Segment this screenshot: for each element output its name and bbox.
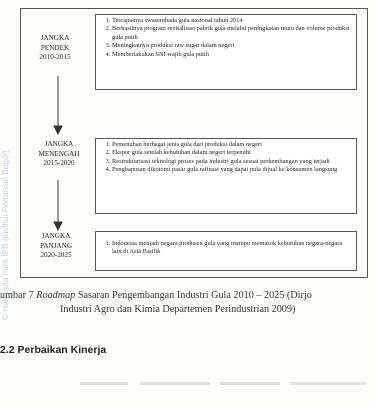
term-years: 2010-2015 bbox=[39, 53, 71, 61]
list-item: 1. Indonesia menjadi negara produsen gula yang mampu memasok kebutuhan negara-negara lain di Asia Pasifik bbox=[112, 240, 352, 257]
figure-caption bbox=[0, 289, 374, 316]
list-item: 3. Meningkatnya produksi raw sugar dalam negeri bbox=[112, 42, 352, 50]
stage-box-long bbox=[95, 231, 357, 271]
stage-box-medium bbox=[95, 138, 357, 214]
section-heading: 2.2 Perbaikan Kinerja bbox=[0, 344, 107, 356]
list-item: 1. Pemenuhan berbagai jenis gula dari produksi dalam negeri bbox=[112, 141, 352, 149]
target-list bbox=[100, 240, 352, 257]
term-title: JANGKA bbox=[40, 34, 70, 42]
list-item: 4. Memberlakukan SNI wajib gula putih bbox=[112, 51, 352, 59]
term-name: MENENGAH bbox=[38, 149, 80, 158]
list-item: 2. Berhasilnya program revitalisasi pabrik gula melalui peningkatan mutu dan volume produksi gula putih bbox=[112, 25, 352, 42]
term-title: JANGKA bbox=[41, 232, 71, 240]
list-item: 3. Restrukturisasi teknologi proses pada industri gula sesuai perkembangan yang terjadi bbox=[112, 158, 352, 166]
arrow-down-2 bbox=[52, 180, 64, 232]
target-list bbox=[100, 17, 352, 59]
term-label-medium bbox=[30, 140, 88, 169]
arrow-down-1 bbox=[52, 76, 64, 136]
term-label-long bbox=[30, 232, 82, 261]
caption-line-2: Industri Agro dan Kimia Departemen Perindustrian 2009) bbox=[60, 303, 296, 315]
term-title: JANGKA bbox=[44, 140, 74, 148]
list-item: 1. Tercapainya swasembada gula nasional tahun 2014 bbox=[112, 17, 352, 25]
caption-italic: Roadmap bbox=[36, 290, 76, 301]
faded-body-text bbox=[80, 380, 370, 388]
list-item: 4. Penghapusan dikotomi pasar gula rafinasi yang dapat pula dijual ke konsumen langsung bbox=[112, 166, 352, 174]
term-name: PANJANG bbox=[39, 241, 73, 250]
term-years: 2020-2025 bbox=[40, 251, 72, 259]
caption-line-1: umbar 7 Roadmap Sasaran Pengembangan Industri Gula 2010 – 2025 (Dirjo bbox=[0, 290, 312, 301]
term-years: 2015-2020 bbox=[43, 159, 75, 167]
term-name: PENDEK bbox=[40, 43, 70, 52]
watermark-text: © Hak cipta milik IPB (Institut Pertanian Bogor) bbox=[1, 150, 10, 320]
term-label-short bbox=[30, 34, 80, 63]
list-item: 2. Ekspor gula setelah kebutuhan dalam negeri terpenuhi bbox=[112, 149, 352, 157]
stage-box-short bbox=[95, 14, 357, 90]
target-list bbox=[100, 141, 352, 175]
